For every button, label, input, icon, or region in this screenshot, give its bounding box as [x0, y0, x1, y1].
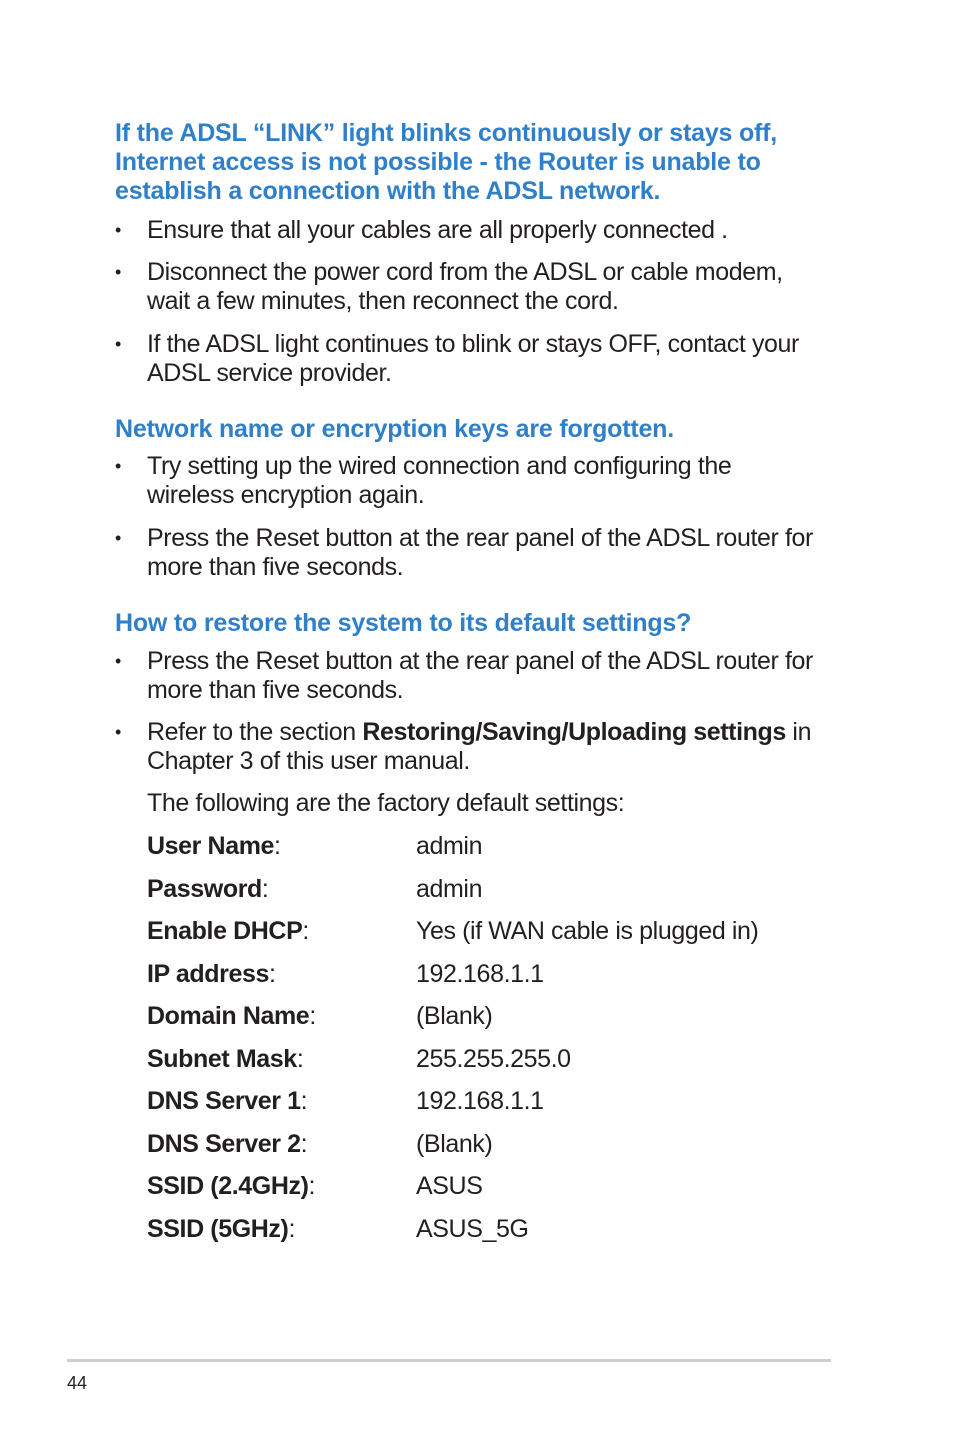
section-reference: Restoring/Saving/Uploading settings — [362, 718, 786, 746]
setting-row — [147, 1129, 847, 1159]
setting-row — [147, 959, 847, 989]
bullet-icon: • — [115, 262, 121, 282]
section-heading-network-name: Network name or encryption keys are forgotten. — [115, 415, 675, 443]
setting-row — [147, 874, 847, 904]
setting-row — [147, 1044, 847, 1074]
setting-key: Subnet Mask: — [147, 1045, 304, 1073]
setting-value: (Blank) — [416, 1130, 493, 1158]
setting-key: SSID (2.4GHz): — [147, 1172, 316, 1200]
list-item-text: Press the Reset button at the rear panel of the ADSL router for more than five seconds. — [147, 647, 813, 704]
setting-value: admin — [416, 875, 483, 903]
list-item-text: Try setting up the wired connection and configuring the wireless encryption again. — [147, 452, 732, 509]
setting-value: Yes (if WAN cable is plugged in) — [416, 917, 759, 945]
list-item — [115, 718, 825, 776]
setting-value: 192.168.1.1 — [416, 960, 544, 988]
setting-row — [147, 1171, 847, 1201]
bullet-icon: • — [115, 334, 121, 354]
list-item — [115, 452, 825, 510]
section-heading-adsl-link — [115, 119, 777, 206]
setting-row — [147, 1001, 847, 1031]
heading-line: establish a connection with the ADSL network. — [115, 177, 661, 205]
setting-value: 192.168.1.1 — [416, 1087, 544, 1115]
setting-row — [147, 916, 847, 946]
heading-line: If the ADSL “LINK” light blinks continuously or stays off, — [115, 119, 778, 147]
bullet-icon: • — [115, 456, 121, 476]
setting-value: admin — [416, 832, 483, 860]
bullet-icon: • — [115, 651, 121, 671]
setting-value: ASUS_5G — [416, 1215, 529, 1243]
list-item — [115, 258, 825, 316]
bullet-icon: • — [115, 528, 121, 548]
setting-row — [147, 1086, 847, 1116]
list-item-text: Press the Reset button at the rear panel of the ADSL router for more than five seconds. — [147, 524, 813, 581]
list-item — [115, 647, 825, 705]
setting-value: (Blank) — [416, 1002, 493, 1030]
list-item — [115, 330, 825, 388]
setting-key: SSID (5GHz): — [147, 1215, 295, 1243]
defaults-intro: The following are the factory default settings: — [147, 789, 625, 817]
list-item-text: Ensure that all your cables are all properly connected . — [147, 216, 728, 244]
setting-key: IP address: — [147, 960, 276, 988]
list-item-text: Disconnect the power cord from the ADSL or cable modem, wait a few minutes, then reconnect the cord. — [147, 258, 783, 315]
setting-key: DNS Server 1: — [147, 1087, 308, 1115]
list-item-text: If the ADSL light continues to blink or stays OFF, contact your ADSL service provider. — [147, 330, 799, 387]
list-item — [115, 216, 825, 245]
list-item-text: Refer to the section Restoring/Saving/Uploading settings in Chapter 3 of this user manual. — [147, 718, 812, 775]
bullet-icon: • — [115, 722, 121, 742]
setting-row — [147, 831, 847, 861]
bullet-icon: • — [115, 220, 121, 240]
setting-value: 255.255.255.0 — [416, 1045, 571, 1073]
page-number: 44 — [67, 1373, 88, 1393]
list-item — [115, 524, 825, 582]
setting-key: Enable DHCP: — [147, 917, 309, 945]
setting-key: DNS Server 2: — [147, 1130, 308, 1158]
setting-key: Domain Name: — [147, 1002, 316, 1030]
setting-key: User Name: — [147, 832, 281, 860]
setting-value: ASUS — [416, 1172, 483, 1200]
heading-line: Internet access is not possible - the Router is unable to — [115, 148, 761, 176]
section-heading-restore-defaults: How to restore the system to its default settings? — [115, 609, 692, 637]
setting-key: Password: — [147, 875, 269, 903]
setting-row — [147, 1214, 847, 1244]
footer-divider — [67, 1359, 831, 1362]
